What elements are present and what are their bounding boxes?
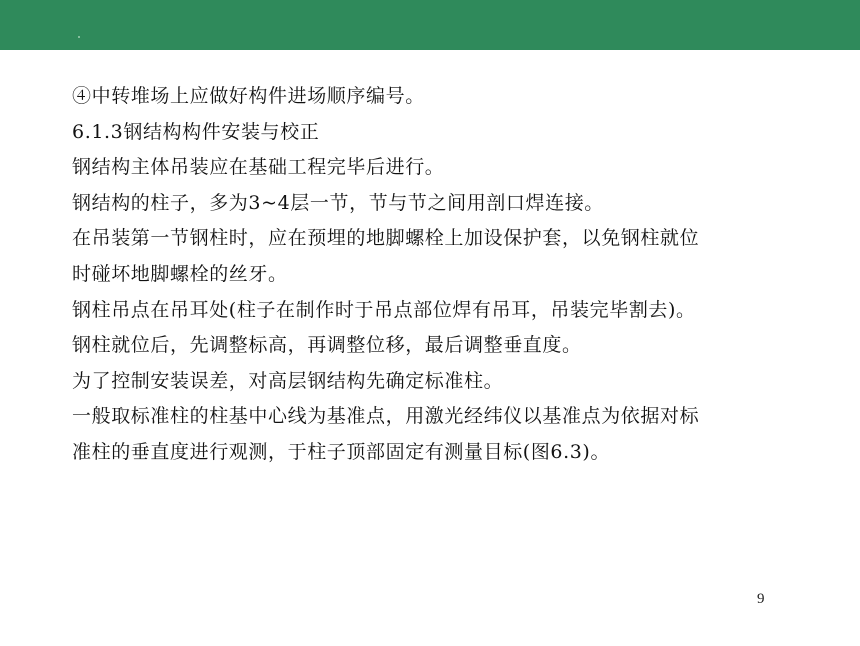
text-line: 在吊装第一节钢柱时，应在预埋的地脚螺栓上加设保护套，以免钢柱就位 <box>72 227 700 250</box>
text-line: 钢柱就位后，先调整标高，再调整位移，最后调整垂直度。 <box>72 334 582 357</box>
text-line: 钢结构主体吊装应在基础工程完毕后进行。 <box>72 156 445 179</box>
header-bar <box>0 0 860 50</box>
slide-body <box>72 79 812 471</box>
text-line: 一般取标准柱的柱基中心线为基准点，用激光经纬仪以基准点为依据对标 <box>72 405 700 428</box>
text-line: ④中转堆场上应做好构件进场顺序编号。 <box>72 85 425 107</box>
text-line: 钢结构的柱子，多为3~4层一节，节与节之间用剖口焊连接。 <box>72 191 604 214</box>
text-line: 钢柱吊点在吊耳处(柱子在制作时于吊点部位焊有吊耳，吊装完毕割去)。 <box>72 298 696 321</box>
section-heading: 6.1.3钢结构构件安装与校正 <box>72 120 320 143</box>
text-line: 时碰坏地脚螺栓的丝牙。 <box>72 262 288 285</box>
header-dot <box>78 36 80 38</box>
text-line: 为了控制安装误差，对高层钢结构先确定标准柱。 <box>72 369 504 392</box>
page-number: 9 <box>757 591 765 607</box>
text-line: 准柱的垂直度进行观测，于柱子顶部固定有测量目标(图6.3)。 <box>72 440 611 463</box>
